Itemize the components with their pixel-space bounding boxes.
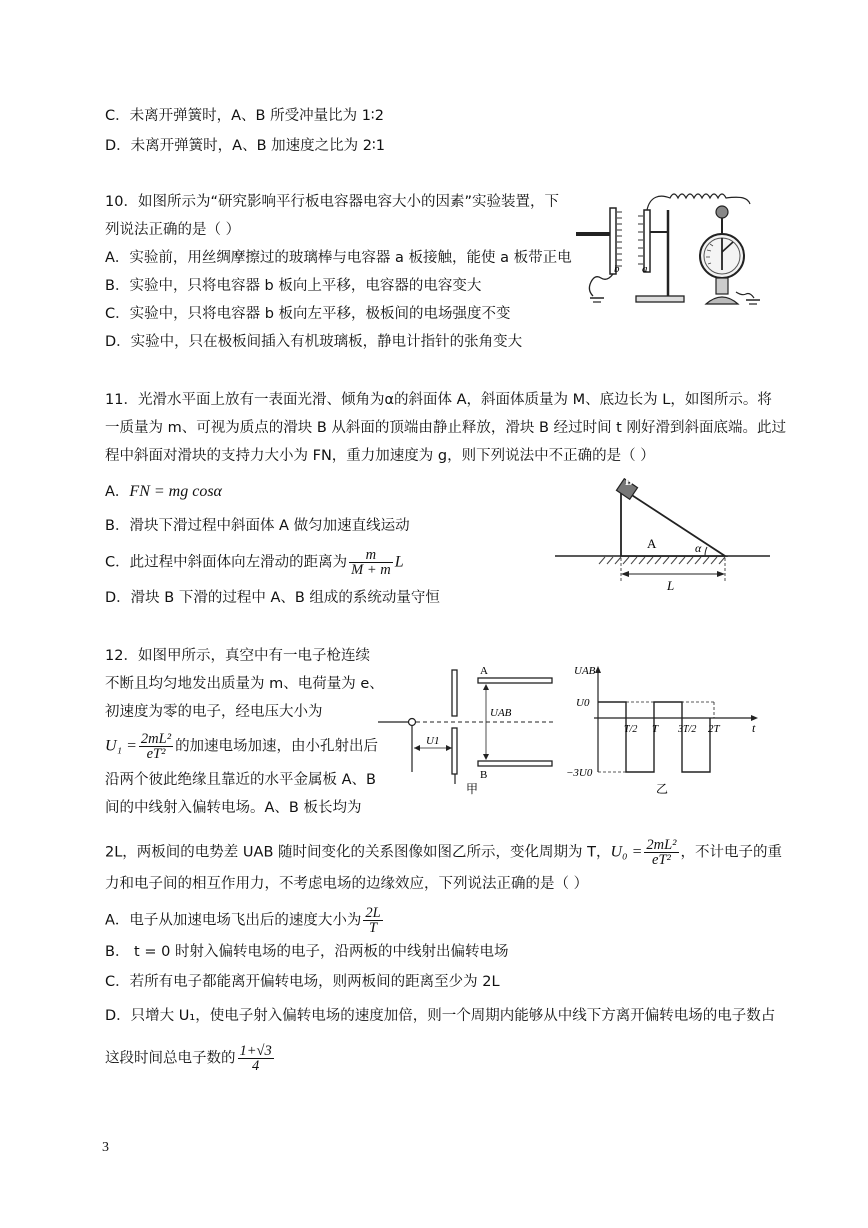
q12-stem-line6: 间的中线射入偏转电场。A、B 板长均为 [105, 800, 362, 816]
tick-3half-t: 3T/2 [678, 724, 697, 735]
q11-option-a-formula: FN = mg cosα [129, 483, 222, 500]
q12-u1-lhs: U₁ = [105, 737, 137, 755]
plate-a-label: A [480, 665, 488, 677]
q11-incline-figure [555, 478, 770, 593]
q12-option-d-numerator: 1+√3 [239, 1043, 272, 1059]
q10-stem-line1: 10．如图所示为“研究影响平行板电容器电容大小的因素”实验装置，下 [105, 194, 559, 210]
q12-option-d-denominator: 4 [252, 1058, 260, 1074]
yi-neg3u0-label: −3U0 [566, 767, 593, 779]
q12-stem-line7-suffix: ，不计电子的重 [680, 844, 783, 861]
q12-stem-line7 [105, 838, 782, 867]
tick-half-t: T/2 [624, 724, 638, 735]
q10-stem-line2: 列说法正确的是（ ） [105, 222, 241, 238]
u1-label: U1 [426, 735, 440, 747]
q11-option-c-prefix: C．此过程中斜面体向左滑动的距离为 [105, 554, 348, 571]
q9-option-d: D．未离开弹簧时，A、B 加速度之比为 2∶1 [105, 138, 385, 154]
q12-option-a [105, 906, 385, 935]
q12-option-d-line2 [105, 1044, 276, 1073]
q12-u1-numerator: 2mL² [140, 731, 172, 747]
q9-option-c: C．未离开弹簧时，A、B 所受冲量比为 1∶2 [105, 108, 384, 124]
q12-option-a-numerator: 2L [365, 905, 381, 921]
q11-option-a [105, 482, 222, 502]
yi-xlabel: t [752, 721, 756, 735]
q11-option-c-suffix: L [394, 553, 404, 571]
q12-u1-denominator: eT² [146, 746, 166, 762]
q12-stem-line2: 不断且均匀地发出质量为 m、电荷量为 e、 [105, 676, 384, 692]
q10-option-b: B．实验中，只将电容器 b 板向上平移，电容器的电容变大 [105, 278, 482, 294]
q12-u0-denominator: eT² [652, 852, 671, 868]
q12-stem-line4-suffix: 的加速电场加速，由小孔射出后 [175, 738, 379, 755]
yi-ylabel: UAB [574, 665, 596, 677]
q12-stem-line7-prefix: 2L，两板间的电势差 UAB 随时间变化的关系图像如图乙所示，变化周期为 T， [105, 844, 611, 861]
q12-figure-yi [566, 660, 766, 796]
plate-a-label: a [642, 263, 648, 275]
q12-u1-fraction [139, 732, 173, 761]
q10-option-a: A．实验前，用丝绸摩擦过的玻璃棒与电容器 a 板接触，能使 a 板带正电 [105, 250, 572, 266]
tick-2t: 2T [708, 723, 720, 735]
q12-option-a-fraction [363, 906, 382, 935]
incline-a-label: A [647, 536, 657, 551]
figure-jia-caption: 甲 [466, 782, 479, 796]
base-length-label: L [667, 578, 675, 593]
q10-capacitor-figure [570, 180, 770, 315]
q11-option-b: B．滑块下滑过程中斜面体 A 做匀加速直线运动 [105, 518, 410, 534]
uab-label: UAB [490, 707, 512, 719]
q11-option-c-numerator: m [349, 548, 393, 563]
q12-option-d-prefix: 这段时间总电子数的 [105, 1050, 236, 1067]
q11-option-c-denominator: M + m [351, 562, 391, 578]
q10-option-d: D．实验中，只在极板间插入有机玻璃板，静电计指针的张角变大 [105, 334, 523, 350]
q11-stem-line2: 一质量为 m、可视为质点的滑块 B 从斜面的顶端由静止释放，滑块 B 经过时间 t 刚好滑到斜面底端。此过 [105, 420, 786, 436]
q11-option-d: D．滑块 B 下滑的过程中 A、B 组成的系统动量守恒 [105, 590, 440, 606]
alpha-label: α [695, 541, 702, 555]
figure-yi-caption: 乙 [656, 782, 669, 796]
q12-stem-line1: 12．如图甲所示，真空中有一电子枪连续 [105, 648, 370, 664]
q11-stem-line3: 程中斜面对滑块的支持力大小为 FN，重力加速度为 g，则下列说法中不正确的是（ ） [105, 448, 655, 464]
plate-b-label: B [480, 769, 488, 781]
q10-option-c: C．实验中，只将电容器 b 板向左平移，极板间的电场强度不变 [105, 306, 511, 322]
q11-option-a-prefix: A． [105, 484, 130, 500]
q12-figure-jia [378, 660, 558, 796]
q12-option-d-line1: D．只增大 U₁，使电子射入偏转电场的速度加倍，则一个周期内能够从中线下方离开偏转电场的电子数占 [105, 1008, 776, 1024]
q12-u0-fraction [644, 838, 678, 867]
q12-option-d-fraction [238, 1044, 274, 1073]
q11-option-c [105, 548, 404, 577]
plate-b-label: b [614, 263, 620, 275]
q12-option-a-prefix: A．电子从加速电场飞出后的速度大小为 [105, 912, 362, 929]
q12-u0-numerator: 2mL² [646, 837, 677, 853]
q11-option-c-fraction [349, 548, 393, 577]
yi-u0-label: U0 [576, 697, 590, 709]
q12-u0-lhs: U₀ = [610, 843, 643, 861]
q12-option-a-denominator: T [369, 920, 378, 936]
tick-t: T [652, 723, 659, 735]
q12-stem-line4 [105, 732, 378, 761]
q12-option-c: C．若所有电子都能离开偏转电场，则两板间的距离至少为 2L [105, 974, 500, 990]
q11-stem-line1: 11．光滑水平面上放有一表面光滑、倾角为α的斜面体 A，斜面体质量为 M、底边长为 L，如图所示。将 [105, 392, 772, 408]
q12-stem-line5: 沿两个彼此绝缘且靠近的水平金属板 A、B [105, 772, 376, 788]
q12-option-b: B． t = 0 时射入偏转电场的电子，沿两板的中线射出偏转电场 [105, 944, 509, 960]
block-b-label: B [625, 478, 633, 488]
q12-stem-line8: 力和电子间的相互作用力，不考虑电场的边缘效应，下列说法正确的是（ ） [105, 876, 589, 892]
page-number: 3 [102, 1140, 109, 1155]
q12-stem-line3: 初速度为零的电子，经电压大小为 [105, 704, 323, 720]
